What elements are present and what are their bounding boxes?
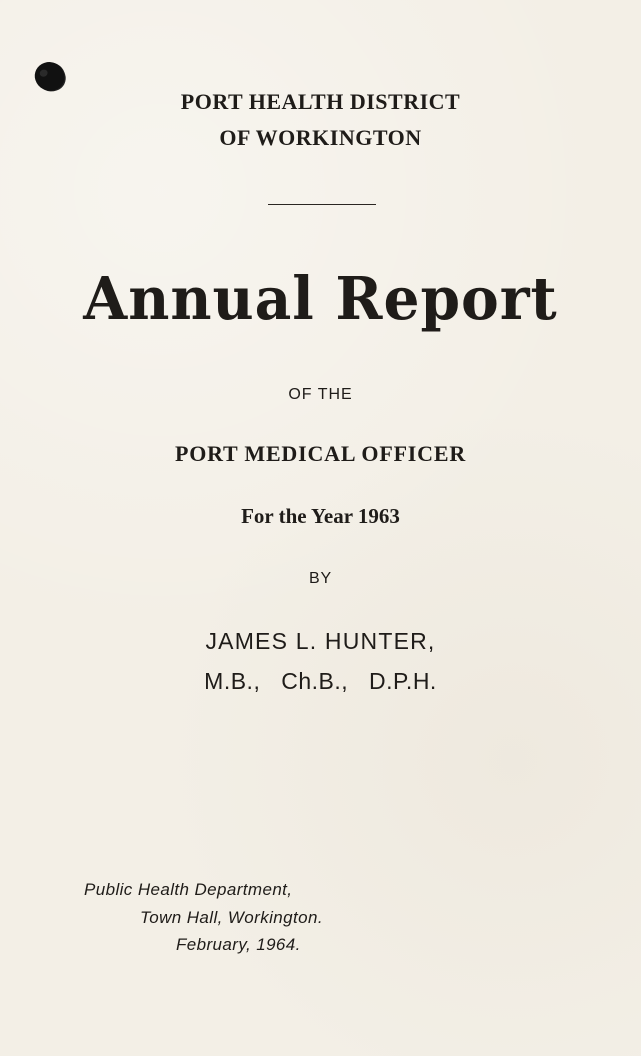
location-line: Town Hall, Workington. xyxy=(140,908,323,927)
of-the-text: OF THE xyxy=(288,386,353,403)
qualification-chb: Ch.B., xyxy=(281,668,349,694)
qualification-dph: D.P.H. xyxy=(369,668,437,694)
district-heading-line-2: OF WORKINGTON xyxy=(219,125,422,150)
officer-title: PORT MEDICAL OFFICER xyxy=(174,441,467,466)
title-divider xyxy=(268,204,376,205)
report-year-line: For the Year 1963 xyxy=(241,504,400,528)
department-line: Public Health Department, xyxy=(84,880,293,899)
report-title: Annual Report xyxy=(83,264,558,333)
author-name: JAMES L. HUNTER, xyxy=(205,628,436,654)
by-text: BY xyxy=(309,570,332,587)
date-line: February, 1964. xyxy=(176,935,301,954)
qualification-mb: M.B., xyxy=(204,668,261,694)
author-qualifications xyxy=(0,668,641,695)
district-heading-line-1: PORT HEALTH DISTRICT xyxy=(180,89,461,114)
